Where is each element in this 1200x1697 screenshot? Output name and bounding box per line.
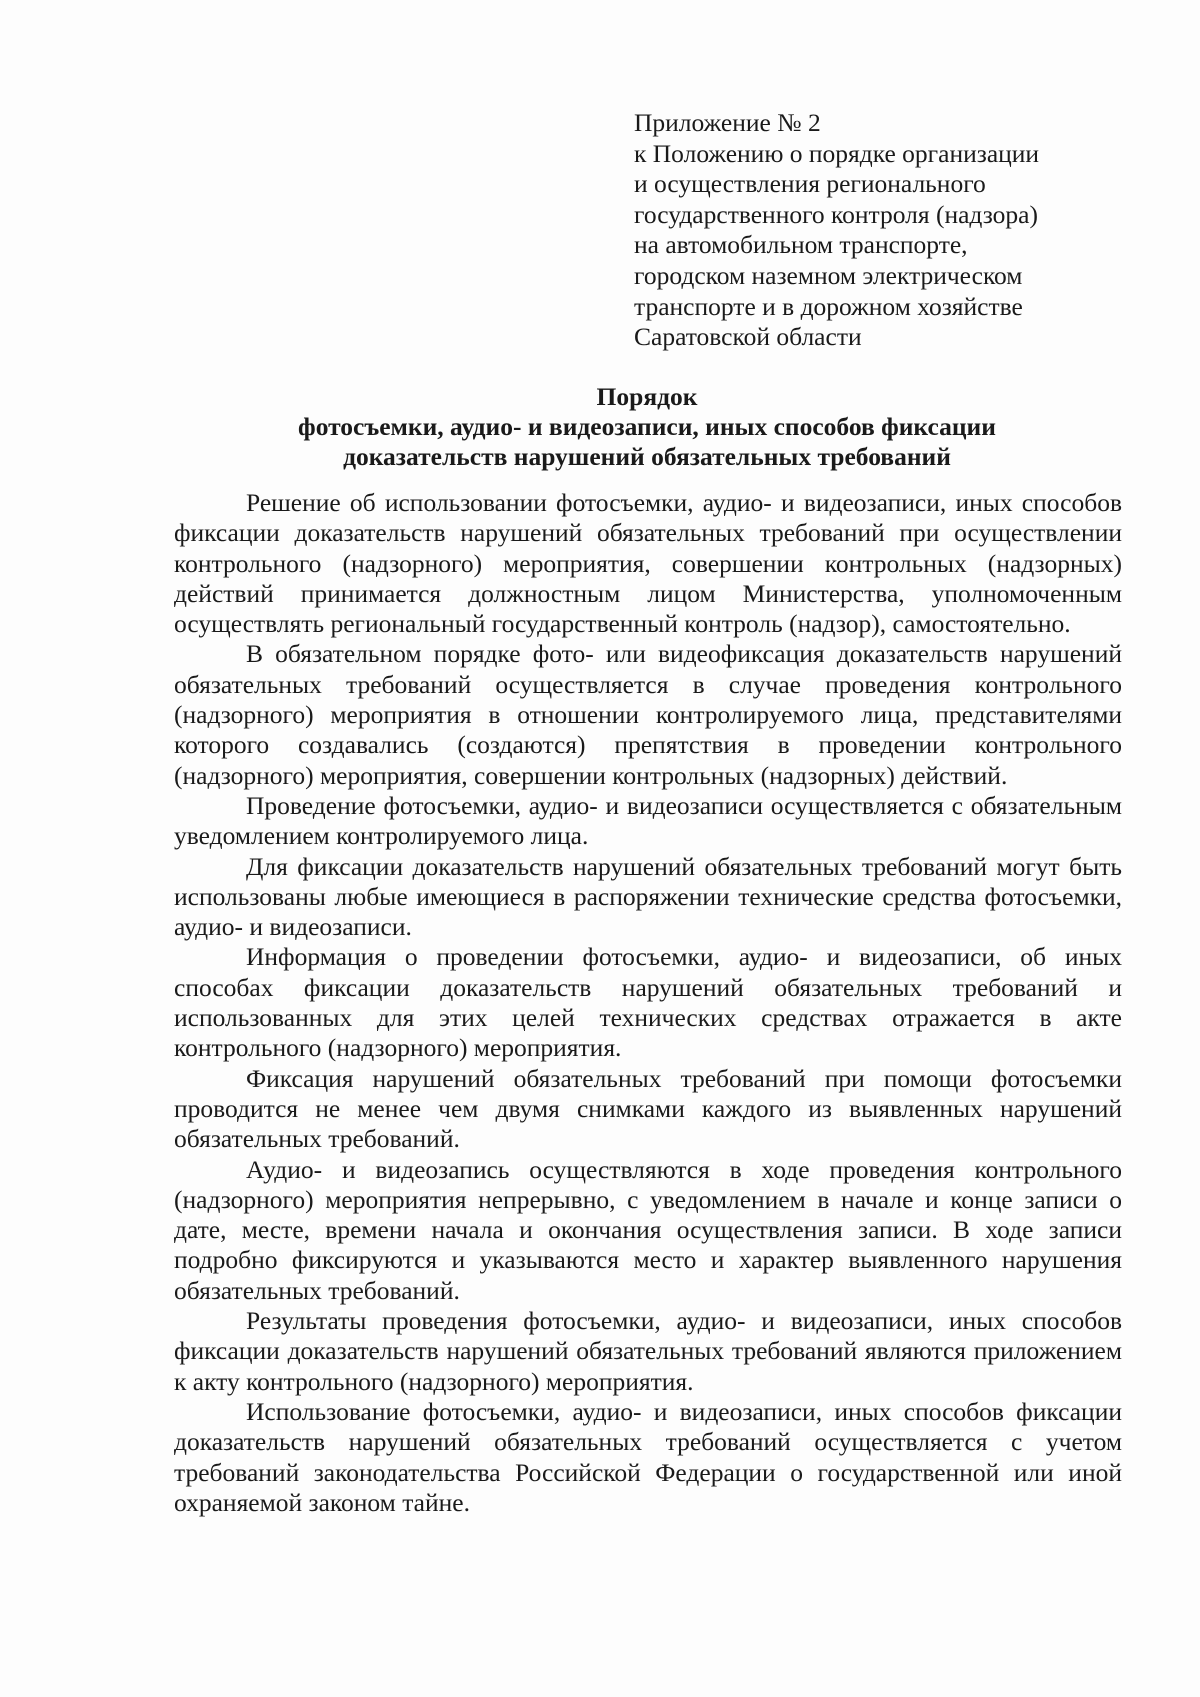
document-title xyxy=(172,382,1122,472)
appendix-line: и осуществления регионального xyxy=(634,169,986,199)
appendix-line: городском наземном электрическом xyxy=(634,260,1023,290)
title-line: доказательств нарушений обязательных требований xyxy=(343,442,951,471)
appendix-header xyxy=(634,108,1114,353)
appendix-line: к Положению о порядке организации xyxy=(634,138,1040,168)
appendix-line: государственного контроля (надзора) xyxy=(634,199,1038,229)
appendix-line: Приложение № 2 xyxy=(634,108,821,137)
appendix-line: транспорте и в дорожном хозяйстве xyxy=(634,291,1023,321)
paragraph: Использование фотосъемки, аудио- и видеозаписи, иных способов фиксации доказательств нарушений обязательных требований осуществляется с учетом требований законодательства Российской Федерации о государственной или иной охраняемой законом тайне. xyxy=(174,1396,1122,1517)
paragraph: В обязательном порядке фото- или видеофиксация доказательств нарушений обязательных требований осуществляется в случае проведения контрольного (надзорного) мероприятия в отношении контролируемого лица, представителями которого создавались (создаются) препятствия в проведении контрольного (надзорного) мероприятия, совершении контрольных (надзорных) действий. xyxy=(174,639,1122,790)
title-line: Порядок xyxy=(596,382,698,411)
paragraph: Решение об использовании фотосъемки, аудио- и видеозаписи, иных способов фиксации доказательств нарушений обязательных требований при осуществлении контрольного (надзорного) мероприятия, совершении контрольных (надзорных) действий принимается должностным лицом Министерства, уполномоченным осуществлять региональный государственный контроль (надзор), самостоятельно. xyxy=(174,488,1122,639)
paragraph: Информация о проведении фотосъемки, аудио- и видеозаписи, об иных способах фиксации доказательств нарушений обязательных требований и использованных для этих целей технических средствах отражается в акте контрольного (надзорного) мероприятия. xyxy=(174,942,1122,1063)
paragraph: Фиксация нарушений обязательных требований при помощи фотосъемки проводится не менее чем двумя снимками каждого из выявленных нарушений обязательных требований. xyxy=(174,1063,1122,1154)
paragraph: Для фиксации доказательств нарушений обязательных требований могут быть использованы любые имеющиеся в распоряжении технические средства фотосъемки, аудио- и видеозаписи. xyxy=(174,851,1122,942)
title-line: фотосъемки, аудио- и видеозаписи, иных способов фиксации xyxy=(298,412,996,441)
appendix-line: Саратовской области xyxy=(634,322,862,352)
paragraph: Результаты проведения фотосъемки, аудио- и видеозаписи, иных способов фиксации доказательств нарушений обязательных требований являются приложением к акту контрольного (надзорного) мероприятия. xyxy=(174,1306,1122,1396)
document-body xyxy=(174,488,1122,1518)
paragraph: Проведение фотосъемки, аудио- и видеозаписи осуществляется с обязательным уведомлением контролируемого лица. xyxy=(174,790,1122,851)
paragraph: Аудио- и видеозапись осуществляются в ходе проведения контрольного (надзорного) мероприятия непрерывно, с уведомлением в начале и конце записи о дате, месте, времени начала и окончания осуществления записи. В ходе записи подробно фиксируются и указываются место и характер выявленного нарушения обязательных требований. xyxy=(174,1154,1122,1305)
appendix-line: на автомобильном транспорте, xyxy=(634,230,968,260)
